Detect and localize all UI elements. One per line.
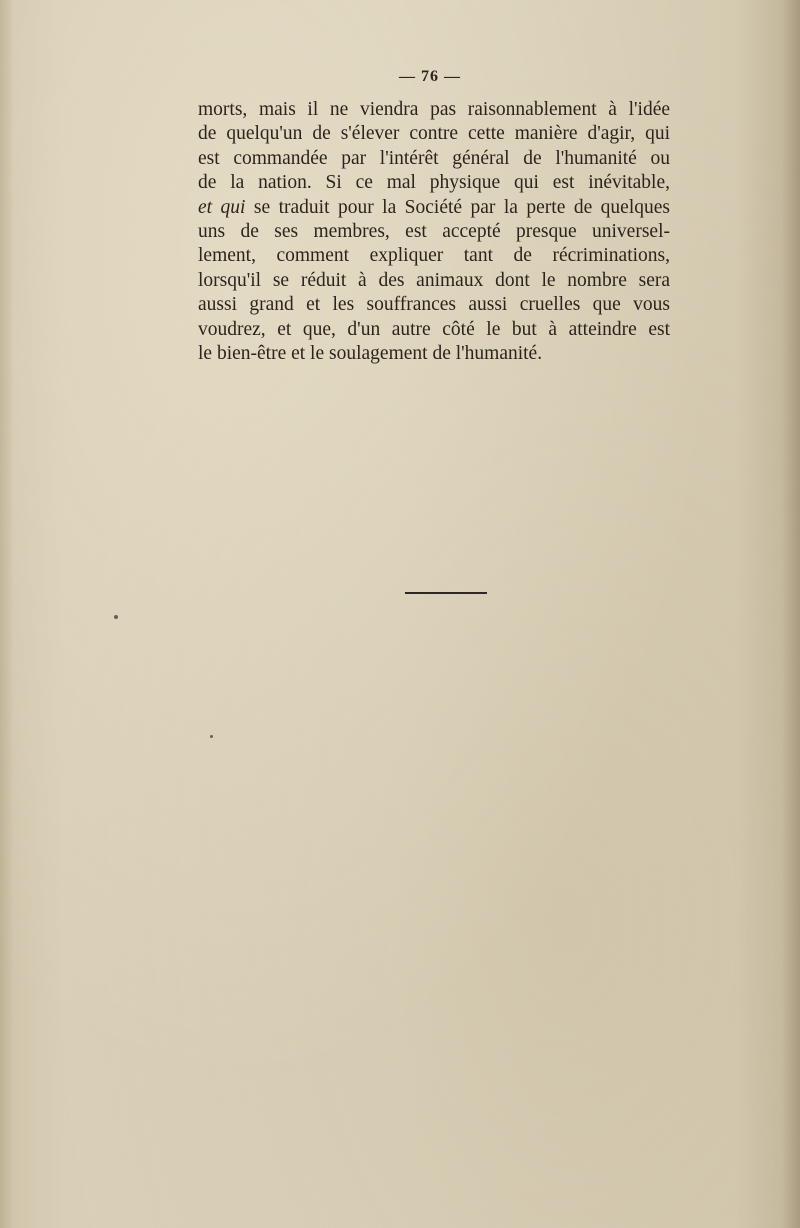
text-line: uns de ses membres, est accepté presque universel- bbox=[198, 220, 670, 242]
text-line-italic-lead bbox=[198, 196, 670, 220]
text-line: morts, mais il ne viendra pas raisonnablement à l'idée bbox=[198, 99, 670, 120]
paper-speck bbox=[210, 735, 213, 738]
text-line: aussi grand et les souffrances aussi cruelles que vous bbox=[198, 294, 670, 316]
text-line: de quelqu'un de s'élever contre cette manière d'agir, qui bbox=[198, 123, 670, 145]
text-line-last: le bien-être et le soulagement de l'humanité. bbox=[198, 342, 543, 364]
text-line: voudrez, et que, d'un autre côté le but à atteindre est bbox=[198, 318, 670, 340]
page-edge-left bbox=[0, 0, 14, 1228]
page-edge-right bbox=[782, 0, 800, 1228]
page-number: — 76 — bbox=[399, 68, 461, 85]
text-line: de la nation. Si ce mal physique qui est inévitable, bbox=[198, 172, 670, 194]
section-separator-rule bbox=[405, 592, 487, 594]
paper-speck bbox=[114, 615, 118, 619]
text-line-rest: se traduit pour la Société par la perte de quelques bbox=[253, 196, 670, 218]
body-text bbox=[198, 98, 670, 366]
reverse-side-bleed-through bbox=[150, 365, 690, 925]
italic-phrase: et qui bbox=[198, 196, 246, 218]
text-line: lorsqu'il se réduit à des animaux dont le nombre sera bbox=[198, 269, 670, 291]
text-line: lement, comment expliquer tant de récriminations, bbox=[198, 245, 670, 267]
text-line: est commandée par l'intérêt général de l'humanité ou bbox=[198, 147, 670, 169]
